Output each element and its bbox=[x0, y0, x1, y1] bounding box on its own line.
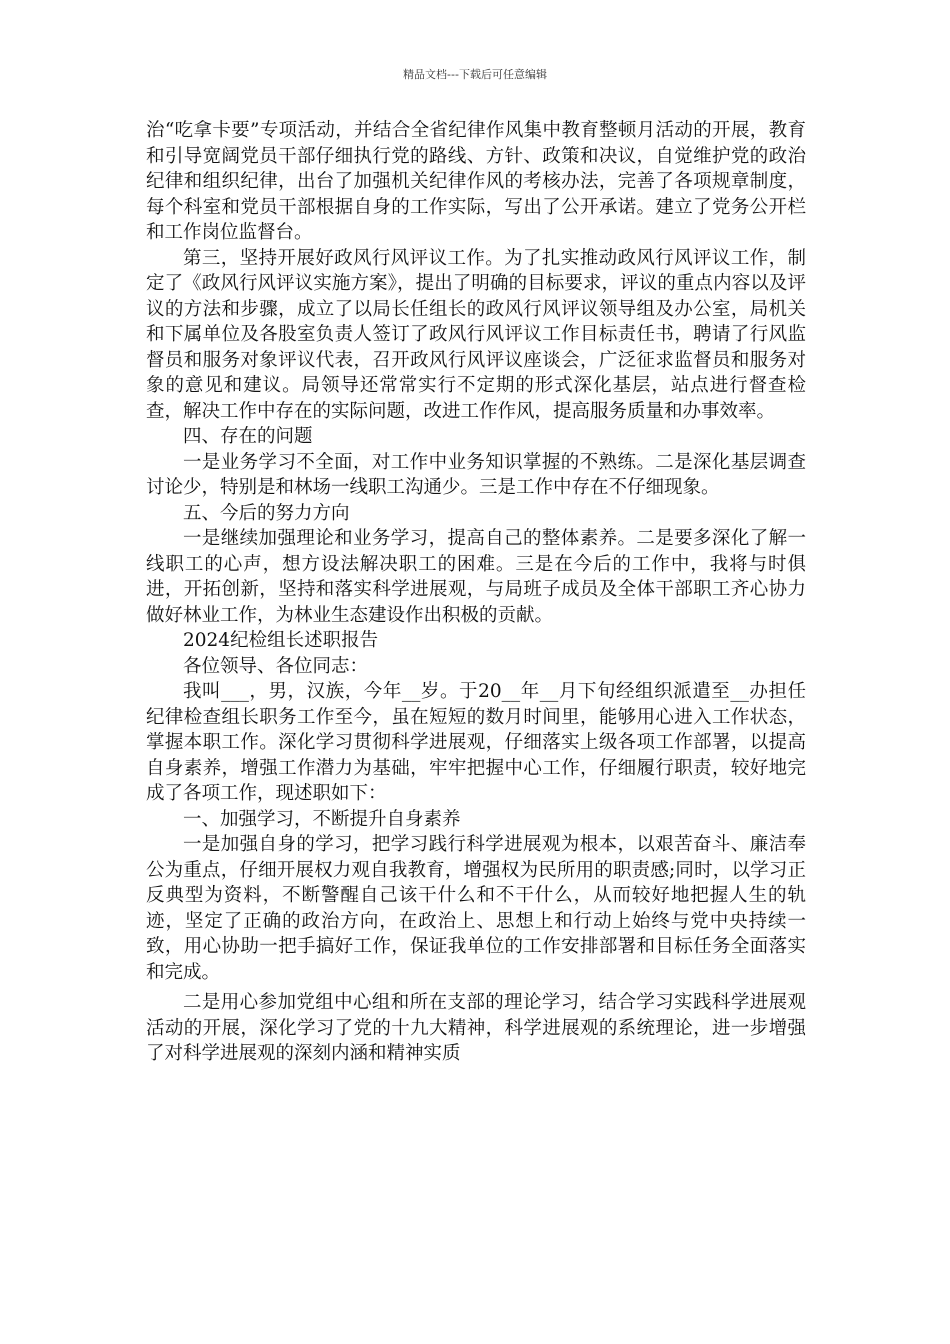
section-heading-study: 一、加强学习，不断提升自身素养 bbox=[183, 808, 461, 830]
paragraph-intro: 我叫___，男，汉族，今年__岁。于20__年__月下旬经组织派遣至__办担任纪律检查组长职务工作至今，虽在短短的数月时间里，能够用心进入工作状态，掌握本职工作。深化学习贯彻科学进展观，仔细落实上级各项工作部署，以提高自身素养，增强工作潜力为基础，牢牢把握中心工作，仔细履行职责，较好地完成了各项工作，现述职如下： bbox=[146, 681, 806, 804]
paragraph-third-point: 第三，坚持开展好政风行风评议工作。为了扎实推动政风行风评议工作，制定了《政风行风评议实施方案》，提出了明确的目标要求，评议的重点内容以及评议的方法和步骤，成立了以局长任组长的政风行风评议领导组及办公室，局机关和下属单位及各股室负责人签订了政风行风评议工作目标责任书，聘请了行风监督员和服务对象评议代表，召开政风行风评议座谈会，广泛征求监督员和服务对象的意见和建议。局领导还常常实行不定期的形式深化基层，站点进行督查检查，解决工作中存在的实际问题，改进工作作风，提高服务质量和办事效率。 bbox=[146, 247, 806, 422]
paragraph-study-one: 一是加强自身的学习，把学习践行科学进展观为根本，以艰苦奋斗、廉洁奉公为重点，仔细开展权力观自我教育，增强权为民所用的职责感;同时，以学习正反典型为资料，不断警醒自己该干什么和不干什么，从而较好地把握人生的轨迹，坚定了正确的政治方向，在政治上、思想上和行动上始终与党中央持续一致，用心协助一把手搞好工作，保证我单位的工作安排部署和目标任务全面落实和完成。 bbox=[146, 834, 806, 983]
section-heading-problems: 四、存在的问题 bbox=[183, 426, 313, 447]
page-header: 精品文档---下载后可任意编辑 bbox=[403, 68, 547, 81]
paragraph-continuation: 治“吃拿卡要”专项活动，并结合全省纪律作风集中教育整顿月活动的开展，教育和引导宽阔党员干部仔细执行党的路线、方针、政策和决议，自觉维护党的政治纪律和组织纪律，出台了加强机关纪律作风的考核办法，完善了各项规章制度，每个科室和党员干部根据自身的工作实际，写出了公开承诺。建立了党务公开栏和工作岗位监督台。 bbox=[146, 120, 806, 243]
salutation: 各位领导、各位同志： bbox=[183, 655, 369, 677]
document-body bbox=[146, 118, 806, 1067]
report-title: 2024纪检组长述职报告 bbox=[183, 630, 379, 651]
paragraph-study-two: 二是用心参加党组中心组和所在支部的理论学习，结合学习实践科学进展观活动的开展，深化学习了党的十九大精神，科学进展观的系统理论，进一步增强了对科学进展观的深刻内涵和精神实质 bbox=[146, 992, 806, 1064]
paragraph-direction: 一是继续加强理论和业务学习，提高自己的整体素养。二是要多深化了解一线职工的心声，想方设法解决职工的困难。三是在今后的工作中，我将与时俱进，开拓创新，坚持和落实科学进展观，与局班子成员及全体干部职工齐心协力做好林业工作，为林业生态建设作出积极的贡献。 bbox=[146, 528, 806, 626]
paragraph-problems: 一是业务学习不全面，对工作中业务知识掌握的不熟练。二是深化基层调查讨论少，特别是和林场一线职工沟通少。三是工作中存在不仔细现象。 bbox=[146, 451, 806, 498]
section-heading-direction: 五、今后的努力方向 bbox=[183, 502, 350, 524]
